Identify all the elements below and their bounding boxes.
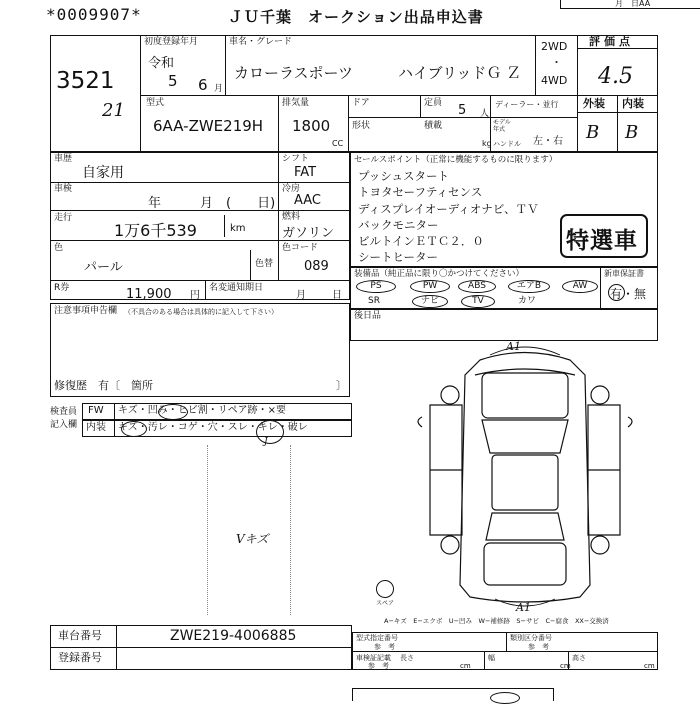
- first-reg-era: 令和: [148, 56, 175, 71]
- divider: [50, 647, 352, 648]
- chassis-value: ZWE219-4006885: [170, 628, 297, 644]
- sales-point-1: プッシュスタート: [358, 169, 449, 183]
- exterior-label: 外装: [583, 97, 605, 110]
- repair-label: 修復歴 有〔 箇所: [54, 379, 153, 392]
- serial-number: *0009907*: [46, 5, 142, 24]
- capacity-value: 5: [458, 103, 467, 118]
- equip-abs: ABS: [458, 280, 496, 293]
- divider: [617, 95, 618, 152]
- car-damage-diagram: [400, 335, 650, 620]
- equipment-label: 装備品（純正品に限り〇かつけてください）: [354, 269, 525, 279]
- category-label: 類別区分番号: [510, 634, 552, 642]
- sales-point-3: ディスプレイオーディオナビ、ＴＶ: [358, 202, 539, 216]
- color-change-label: 色替: [255, 259, 274, 269]
- bottom-slip-oval: [490, 692, 520, 704]
- divider: [116, 625, 117, 670]
- drive-dot: ・: [551, 56, 562, 69]
- shift-value: FAT: [294, 165, 317, 180]
- sales-point-2: トヨタセーフティセンス: [358, 185, 483, 199]
- history-label: 車歴: [54, 154, 73, 164]
- load-label: 積載: [424, 121, 443, 131]
- equip-sr: SR: [368, 296, 380, 306]
- divider: [506, 632, 507, 651]
- sales-point-4: バックモニター: [358, 218, 439, 232]
- divider: [535, 35, 536, 95]
- dotted-line: [207, 445, 208, 615]
- damage-legend: A−キズ E−エクボ U−凹み W−補修跡 S−サビ C−腐食 XX−交換済: [384, 617, 609, 625]
- model-value: 6AA-ZWE219H: [153, 117, 264, 135]
- int-mark-circle-1: [121, 421, 147, 437]
- lot-number: 3521: [56, 68, 115, 94]
- bottom-slip-box: [352, 688, 554, 701]
- divider: [114, 403, 115, 437]
- width-label: 幅: [488, 654, 495, 662]
- top-damage-mark: A1: [506, 340, 521, 353]
- notes-handwriting: Vキズ: [236, 532, 269, 546]
- handwritten-lot: 21: [102, 100, 125, 121]
- name-change-day: 日: [332, 290, 342, 301]
- inspection-label: 車検: [54, 184, 73, 194]
- interior-label: 内装: [622, 97, 644, 110]
- shift-label: シフト: [282, 154, 310, 164]
- ac-value: AAC: [294, 193, 321, 208]
- equip-aw: AW: [562, 280, 598, 293]
- inspection-month: 月: [200, 196, 214, 211]
- capacity-unit: 人: [480, 109, 490, 119]
- load-unit: kg: [482, 139, 492, 148]
- dealer-label: ディーラー・並行: [495, 100, 559, 109]
- history-value: 自家用: [82, 165, 124, 181]
- car-name-label: 車名・グレード: [229, 37, 293, 47]
- color-label: 色: [54, 243, 64, 253]
- divider: [278, 95, 279, 152]
- height-unit: cm: [644, 662, 655, 670]
- repair-close: 〕: [336, 379, 347, 392]
- divider: [420, 95, 421, 117]
- int-text: キズ・汚レ・コゲ・穴・スレ・キレ・破レ: [118, 422, 308, 433]
- car-grade: ハイブリッドＧ Ｚ: [398, 64, 522, 82]
- doors-label: ドア: [352, 98, 370, 108]
- grade-eval-value: 4.5: [598, 64, 633, 89]
- month-unit: 月: [214, 84, 224, 94]
- bottom-damage-mark: A1: [516, 601, 531, 614]
- fuel-value: ガソリン: [282, 226, 335, 241]
- model-year-label: モデル年式: [493, 119, 511, 133]
- inspector-label-1: 検査員: [50, 407, 78, 417]
- special-stamp-text: 特選車: [566, 228, 638, 254]
- divider: [577, 35, 578, 152]
- category-ref: 参 考: [528, 643, 549, 651]
- name-change-label: 名変通知期日: [209, 283, 264, 293]
- mileage-label: 走行: [54, 213, 73, 223]
- type-designation-ref: 参 考: [374, 643, 395, 651]
- sales-points-label: セールスポイント（正常に機能するものに限ります）: [354, 155, 558, 165]
- divider: [348, 95, 349, 152]
- inspector-label-2: 記入欄: [50, 420, 78, 430]
- equip-tv: TV: [461, 295, 495, 308]
- divider: [140, 95, 658, 96]
- type-designation-label: 型式指定番号: [356, 634, 398, 642]
- mileage-unit: km: [230, 223, 246, 234]
- shape-label: 形状: [352, 121, 371, 131]
- handle-value: 左・右: [533, 136, 563, 147]
- fw-mark-circle: [158, 404, 188, 420]
- chassis-label: 車台番号: [58, 629, 102, 642]
- drive-4wd: 4WD: [541, 74, 568, 87]
- equip-ps: PS: [356, 280, 396, 293]
- registration-label: 登録番号: [58, 651, 102, 664]
- sales-point-5: ビルトインＥＴＣ２．０: [358, 234, 484, 248]
- sales-point-6: シートヒーター: [358, 250, 439, 264]
- divider: [352, 651, 658, 652]
- divider: [577, 48, 658, 49]
- inspection-year: 年: [148, 196, 162, 211]
- int-mark-circle-2: [256, 420, 284, 444]
- recycle-unit: 円: [190, 290, 200, 301]
- displacement-unit: CC: [332, 139, 344, 148]
- warranty-value: 有・無: [610, 287, 647, 301]
- equip-navi: ナビ: [412, 295, 448, 308]
- fuel-label: 燃料: [282, 212, 301, 222]
- color-value: パール: [84, 260, 123, 275]
- divider: [278, 152, 279, 280]
- spare-label: スペア: [376, 600, 395, 607]
- interior-value: B: [625, 122, 639, 143]
- equip-leather: カワ: [518, 296, 537, 306]
- corner-date: 月 日AA: [615, 0, 651, 8]
- displacement-label: 排気量: [282, 98, 310, 108]
- divider: [205, 280, 206, 300]
- divider: [490, 117, 577, 118]
- inspection-day: ( 日): [226, 196, 276, 211]
- divider: [50, 280, 350, 281]
- capacity-label: 定員: [424, 98, 443, 108]
- notes-sub: （不具合のある場合は具体的に記入して下さい）: [124, 308, 278, 316]
- length-unit: cm: [460, 662, 471, 670]
- name-change-month: 月: [296, 290, 306, 301]
- divider: [600, 267, 601, 309]
- recycle-value: 11,900: [126, 287, 172, 302]
- divider: [224, 215, 225, 237]
- fw-text: キズ・凹み・ヒビ割・リペア跡・×要: [118, 405, 286, 416]
- first-reg-label: 初度登録年月: [144, 37, 199, 47]
- model-label: 型式: [146, 98, 165, 108]
- divider: [50, 182, 350, 183]
- length-label: 長さ: [400, 654, 414, 662]
- recycle-label: R券: [54, 283, 70, 293]
- color-code-value: 089: [304, 259, 329, 274]
- rear-seat-label: 後日品: [354, 311, 382, 321]
- grade-eval-label: 評価点: [589, 35, 634, 48]
- dimensions-ref: 参 考: [368, 662, 389, 670]
- width-unit: cm: [560, 662, 571, 670]
- warranty-circle: [608, 284, 625, 301]
- spare-tire: [376, 580, 394, 598]
- divider: [225, 35, 226, 95]
- mileage-value: 1万6千539: [114, 221, 197, 240]
- warranty-label: 新車保証書: [604, 269, 644, 278]
- fw-head: FW: [88, 405, 104, 416]
- int-head: 内装: [86, 422, 106, 433]
- first-reg-month: 6: [198, 76, 208, 94]
- dimensions-label: 車検証記載: [356, 654, 391, 662]
- equip-airbag: エアB: [508, 280, 550, 293]
- divider: [568, 651, 569, 670]
- equip-pw: PW: [410, 280, 450, 293]
- car-name: カローラスポーツ: [234, 64, 353, 82]
- drive-2wd: 2WD: [541, 40, 568, 53]
- form-title: ＪＵ千葉 オークション出品申込書: [228, 8, 484, 26]
- divider: [250, 250, 251, 280]
- notes-label: 注意事項申告欄: [54, 306, 118, 316]
- handle-label: ハンドル: [493, 140, 521, 148]
- divider: [484, 651, 485, 670]
- divider: [140, 35, 141, 152]
- exterior-value: B: [586, 122, 600, 143]
- displacement-value: 1800: [292, 117, 331, 135]
- divider: [348, 117, 490, 118]
- color-code-label: 色コード: [282, 243, 319, 253]
- height-label: 高さ: [572, 654, 586, 662]
- ac-label: 冷房: [282, 184, 301, 194]
- first-reg-year: 5: [168, 72, 178, 90]
- dotted-line: [290, 445, 291, 615]
- int-mark: J: [264, 437, 268, 447]
